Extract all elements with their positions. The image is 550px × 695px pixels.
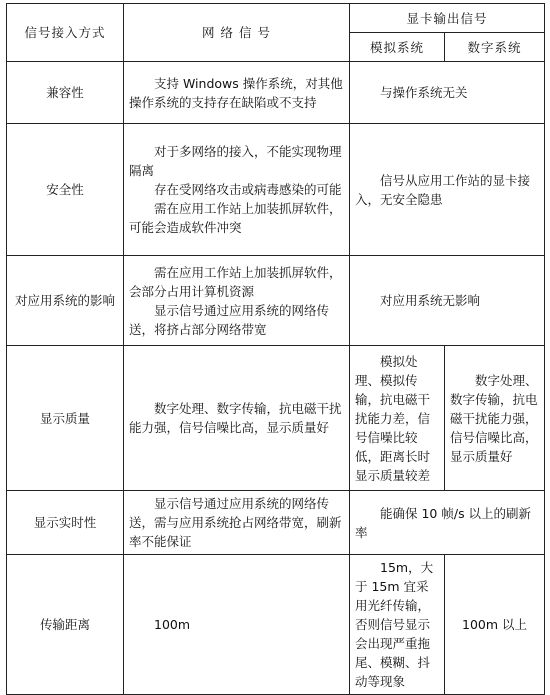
digital-cell: 100m 以上 — [445, 555, 545, 695]
network-paragraph: 对于多网络的接入，不能实现物理隔离 — [129, 144, 342, 178]
network-cell — [124, 256, 350, 346]
gpu-cell: 信号从应用工作站的显卡接入，无安全隐患 — [350, 124, 545, 256]
header-analog: 模拟系统 — [350, 33, 445, 62]
row-label: 兼容性 — [7, 62, 124, 124]
header-row — [7, 4, 545, 33]
row-label: 对应用系统的影响 — [7, 256, 124, 346]
network-paragraph: 显示信号通过应用系统的网络传送，将挤占部分网络带宽 — [129, 302, 330, 337]
table-row — [7, 346, 545, 491]
table-row — [7, 62, 545, 124]
row-label: 传输距离 — [7, 555, 124, 695]
network-cell: 支持 Windows 操作系统，对其他操作系统的支持存在缺陷或不支持 — [124, 62, 350, 124]
table-row — [7, 555, 545, 695]
network-cell — [124, 124, 350, 256]
analog-cell: 模拟处理、模拟传输，抗电磁干扰能力差，信号信噪比较低，距离长时显示质量较差 — [350, 346, 445, 491]
header-gpu-output: 显卡输出信号 — [350, 4, 545, 33]
table-row — [7, 491, 545, 555]
network-cell: 100m — [124, 555, 350, 695]
analog-cell: 15m，大于 15m 宜采用光纤传输，否则信号显示会出现严重拖尾、模糊、抖动等现象 — [350, 555, 445, 695]
row-label: 显示质量 — [7, 346, 124, 491]
table-row — [7, 124, 545, 256]
network-paragraph: 存在受网络攻击或病毒感染的可能 — [154, 182, 342, 197]
table-row — [7, 256, 545, 346]
gpu-cell: 能确保 10 帧/s 以上的刷新率 — [350, 491, 545, 555]
header-method: 信号接入方式 — [7, 4, 124, 62]
network-paragraph: 需在应用工作站上加装抓屏软件，可能会造成软件冲突 — [129, 201, 342, 235]
digital-cell: 数字处理、数字传输，抗电磁干扰能力强，信号信噪比高，显示质量好 — [445, 346, 545, 491]
gpu-cell: 与操作系统无关 — [350, 62, 545, 124]
comparison-table — [6, 3, 545, 695]
row-label: 显示实时性 — [7, 491, 124, 555]
network-cell: 数字处理、数字传输，抗电磁干扰能力强，信号信噪比高，显示质量好 — [124, 346, 350, 491]
gpu-cell: 对应用系统无影响 — [350, 256, 545, 346]
network-cell: 显示信号通过应用系统的网络传送，需与应用系统抢占网络带宽，刷新率不能保证 — [124, 491, 350, 555]
header-network: 网 络 信 号 — [124, 4, 350, 62]
row-label: 安全性 — [7, 124, 124, 256]
network-paragraph: 需在应用工作站上加装抓屏软件，会部分占用计算机资源 — [129, 264, 342, 299]
header-digital: 数字系统 — [445, 33, 545, 62]
